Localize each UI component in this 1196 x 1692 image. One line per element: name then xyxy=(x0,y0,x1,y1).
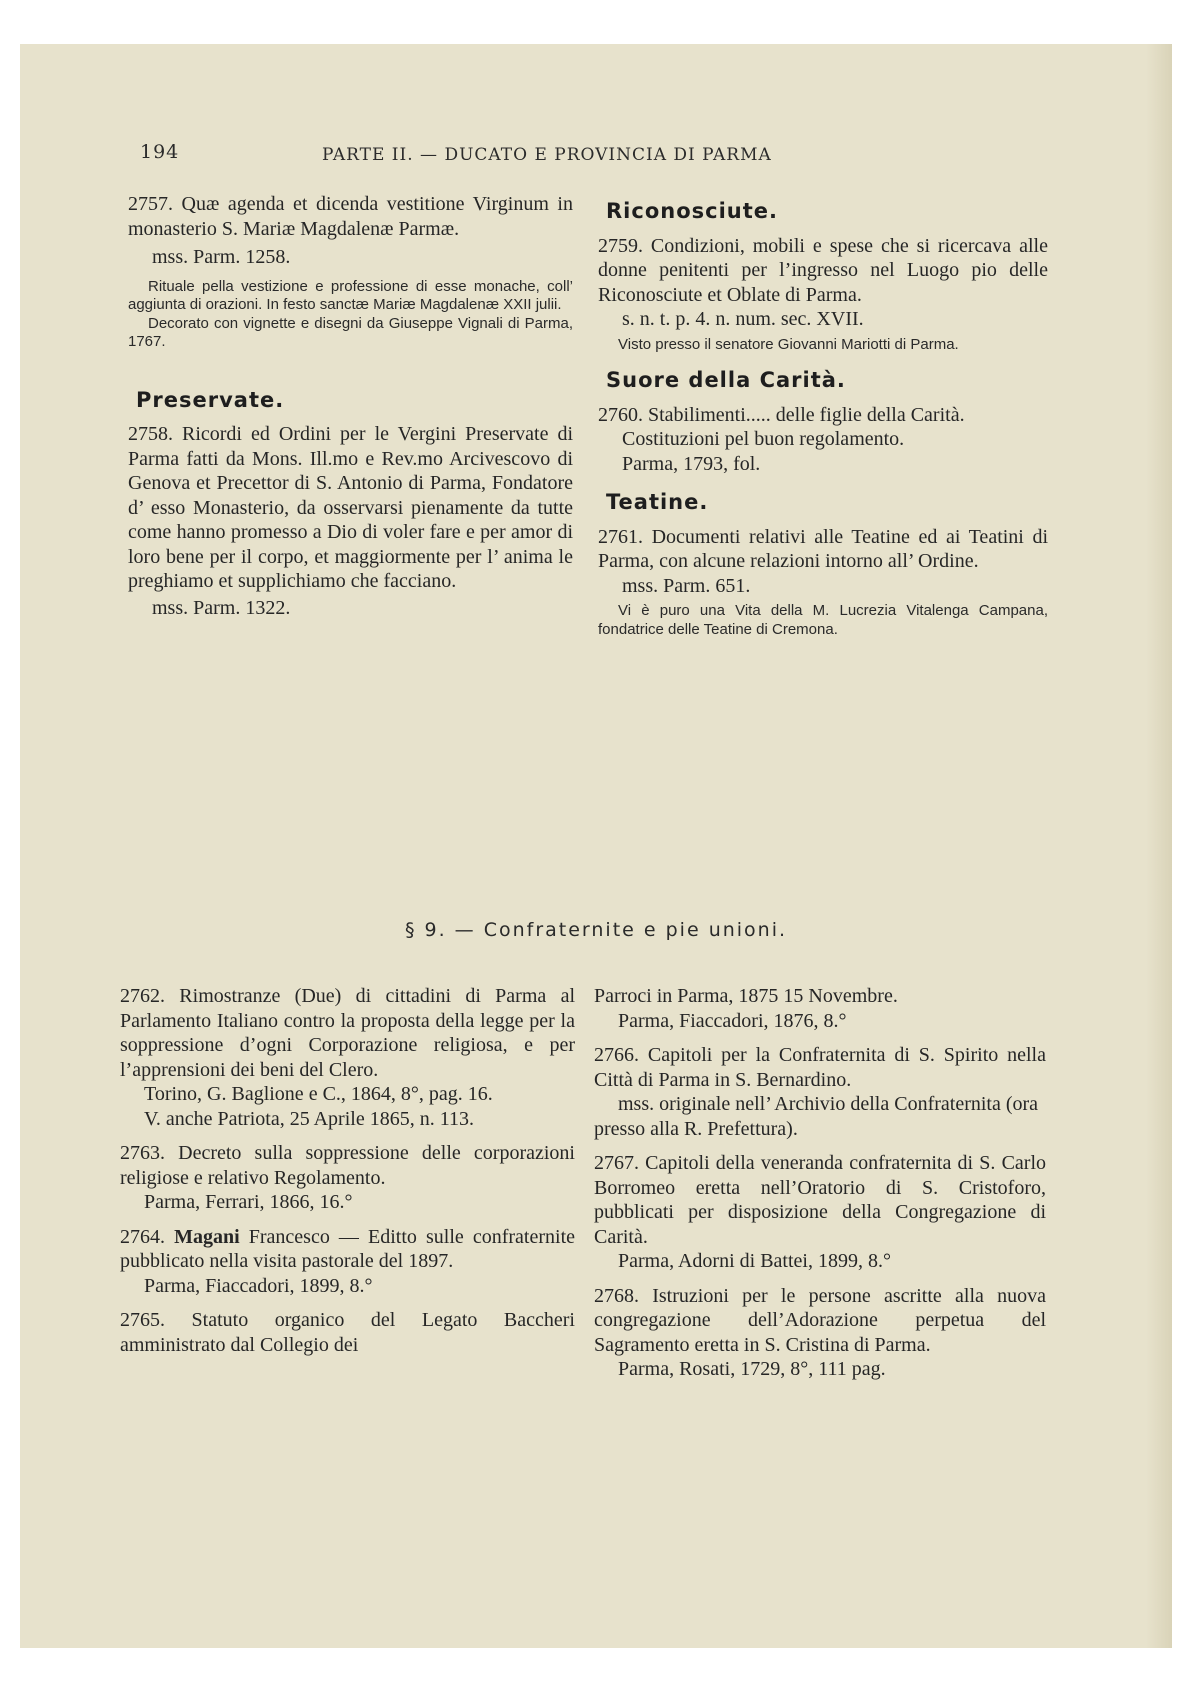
entry-2763-ref: Parma, Ferrari, 1866, 16.° xyxy=(144,1191,353,1213)
right-column-bottom xyxy=(594,984,1046,1382)
entry-2764-text: Francesco — Editto sulle confraternite pubblicato nella visita pastorale del 1897. xyxy=(120,1225,575,1272)
section-riconosciute: Riconosciute. xyxy=(606,199,778,223)
entry-2759-note: Visto presso il senatore Giovanni Mariotti di Parma. xyxy=(618,335,959,353)
entry-2762: 2762. Rimostranze (Due) di cittadini di Parma al Parlamento Italiano contro la proposta della legge per la soppressione d’ogni Corporazione religiosa, e per l’apprensioni dei beni del Clero. xyxy=(120,985,575,1081)
right-column-top xyxy=(598,199,1048,639)
entry-2762-ref: Torino, G. Baglione e C., 1864, 8°, pag. 16. xyxy=(144,1083,493,1105)
left-column-bottom xyxy=(120,984,575,1357)
entry-2766: 2766. Capitoli per la Confraternita di S. Spirito nella Città di Parma in S. Bernardino. xyxy=(594,1044,1046,1091)
entry-2764-number: 2764. xyxy=(120,1225,165,1248)
entry-2768-ref: Parma, Rosati, 1729, 8°, 111 pag. xyxy=(618,1358,886,1380)
running-title: PARTE II. — DUCATO E PROVINCIA DI PARMA xyxy=(322,145,772,165)
section-preservate: Preservate. xyxy=(136,387,285,412)
section-heading-confraternite: § 9. — Confraternite e pie unioni. xyxy=(404,919,788,941)
book-page xyxy=(20,44,1172,1648)
entry-2757-note2: Decorato con vignette e disegni da Giuseppe Vignali di Parma, 1767. xyxy=(128,314,573,350)
page-number: 194 xyxy=(140,141,180,163)
entry-2757: 2757. Quæ agenda et dicenda vestitione Virginum in monasterio S. Mariæ Magdalenæ Parmæ. xyxy=(128,193,573,240)
entry-2767-ref: Parma, Adorni di Battei, 1899, 8.° xyxy=(618,1250,891,1272)
entry-2768: 2768. Istruzioni per le persone ascritte alla nuova congregazione dell’Adorazione perpetua del Sagramento eretta in S. Cristina di Parma. xyxy=(594,1284,1046,1356)
entry-2762-see: V. anche Patriota, 25 Aprile 1865, n. 113. xyxy=(144,1107,474,1130)
entry-2759-ref: s. n. t. p. 4. n. num. sec. XVII. xyxy=(622,308,864,330)
entry-2758-ref: mss. Parm. 1322. xyxy=(152,596,291,619)
entry-2757-ref: mss. Parm. 1258. xyxy=(152,246,291,268)
entry-2760: 2760. Stabilimenti..... delle figlie della Carità. xyxy=(598,403,965,426)
left-column-top xyxy=(128,192,573,620)
entry-2767: 2767. Capitoli della veneranda confraternita di S. Carlo Borromeo eretta nell’Oratorio di S. Cristoforo, pubblicati per disposizione della Congregazione di Carità. xyxy=(594,1152,1046,1248)
entry-2758: 2758. Ricordi ed Ordini per le Vergini Preservate di Parma fatti da Mons. Ill.mo e Rev.mo Arcivescovo di Genova et Precettor di S. Antonio di Parma, Fondatore d’ esso Monasterio, da osservarsi pienamente da tutte come hanno promesso a Dio di voler fare e per amor di loro bene per il corpo, et maggiormente per l’ anima le preghiamo et supplichiamo che facciano. xyxy=(128,423,573,592)
entry-2765-ref: Parma, Fiaccadori, 1876, 8.° xyxy=(618,1009,847,1032)
entry-2760-sub: Costituzioni pel buon regolamento. xyxy=(622,428,905,450)
entry-2764-author: Magani xyxy=(174,1225,240,1248)
entry-2765-continued: Parroci in Parma, 1875 15 Novembre. xyxy=(594,985,898,1007)
entry-2766-ref: mss. originale nell’ Archivio della Confraternita (ora presso alla R. Prefettura). xyxy=(594,1093,1039,1140)
page-edge xyxy=(1146,44,1172,1648)
entry-2761: 2761. Documenti relativi alle Teatine ed ai Teatini di Parma, con alcune relazioni intorno all’ Ordine. xyxy=(598,525,1048,572)
section-suore-della-carita: Suore della Carità. xyxy=(606,368,846,392)
entry-2764-ref: Parma, Fiaccadori, 1899, 8.° xyxy=(144,1274,373,1297)
entry-2764 xyxy=(120,1225,575,1274)
entry-2760-ref: Parma, 1793, fol. xyxy=(622,452,761,475)
entry-2757-note1: Rituale pella vestizione e professione di esse monache, coll’ aggiunta di orazioni. In festo sanctæ Mariæ Magdalenæ XXII julii. xyxy=(128,277,573,313)
entry-2765: 2765. Statuto organico del Legato Baccheri amministrato dal Collegio dei xyxy=(120,1309,575,1356)
entry-2761-ref: mss. Parm. 651. xyxy=(622,574,751,597)
section-teatine: Teatine. xyxy=(606,490,709,514)
entry-2759: 2759. Condizioni, mobili e spese che si ricercava alle donne penitenti per l’ingresso nel Luogo pio delle Riconosciute et Oblate di Parma. xyxy=(598,234,1048,306)
entry-2763: 2763. Decreto sulla soppressione delle corporazioni religiose e relativo Regolamento. xyxy=(120,1142,575,1189)
entry-2761-note: Vi è puro una Vita della M. Lucrezia Vitalenga Campana, fondatrice delle Teatine di Cremona. xyxy=(598,602,1048,638)
